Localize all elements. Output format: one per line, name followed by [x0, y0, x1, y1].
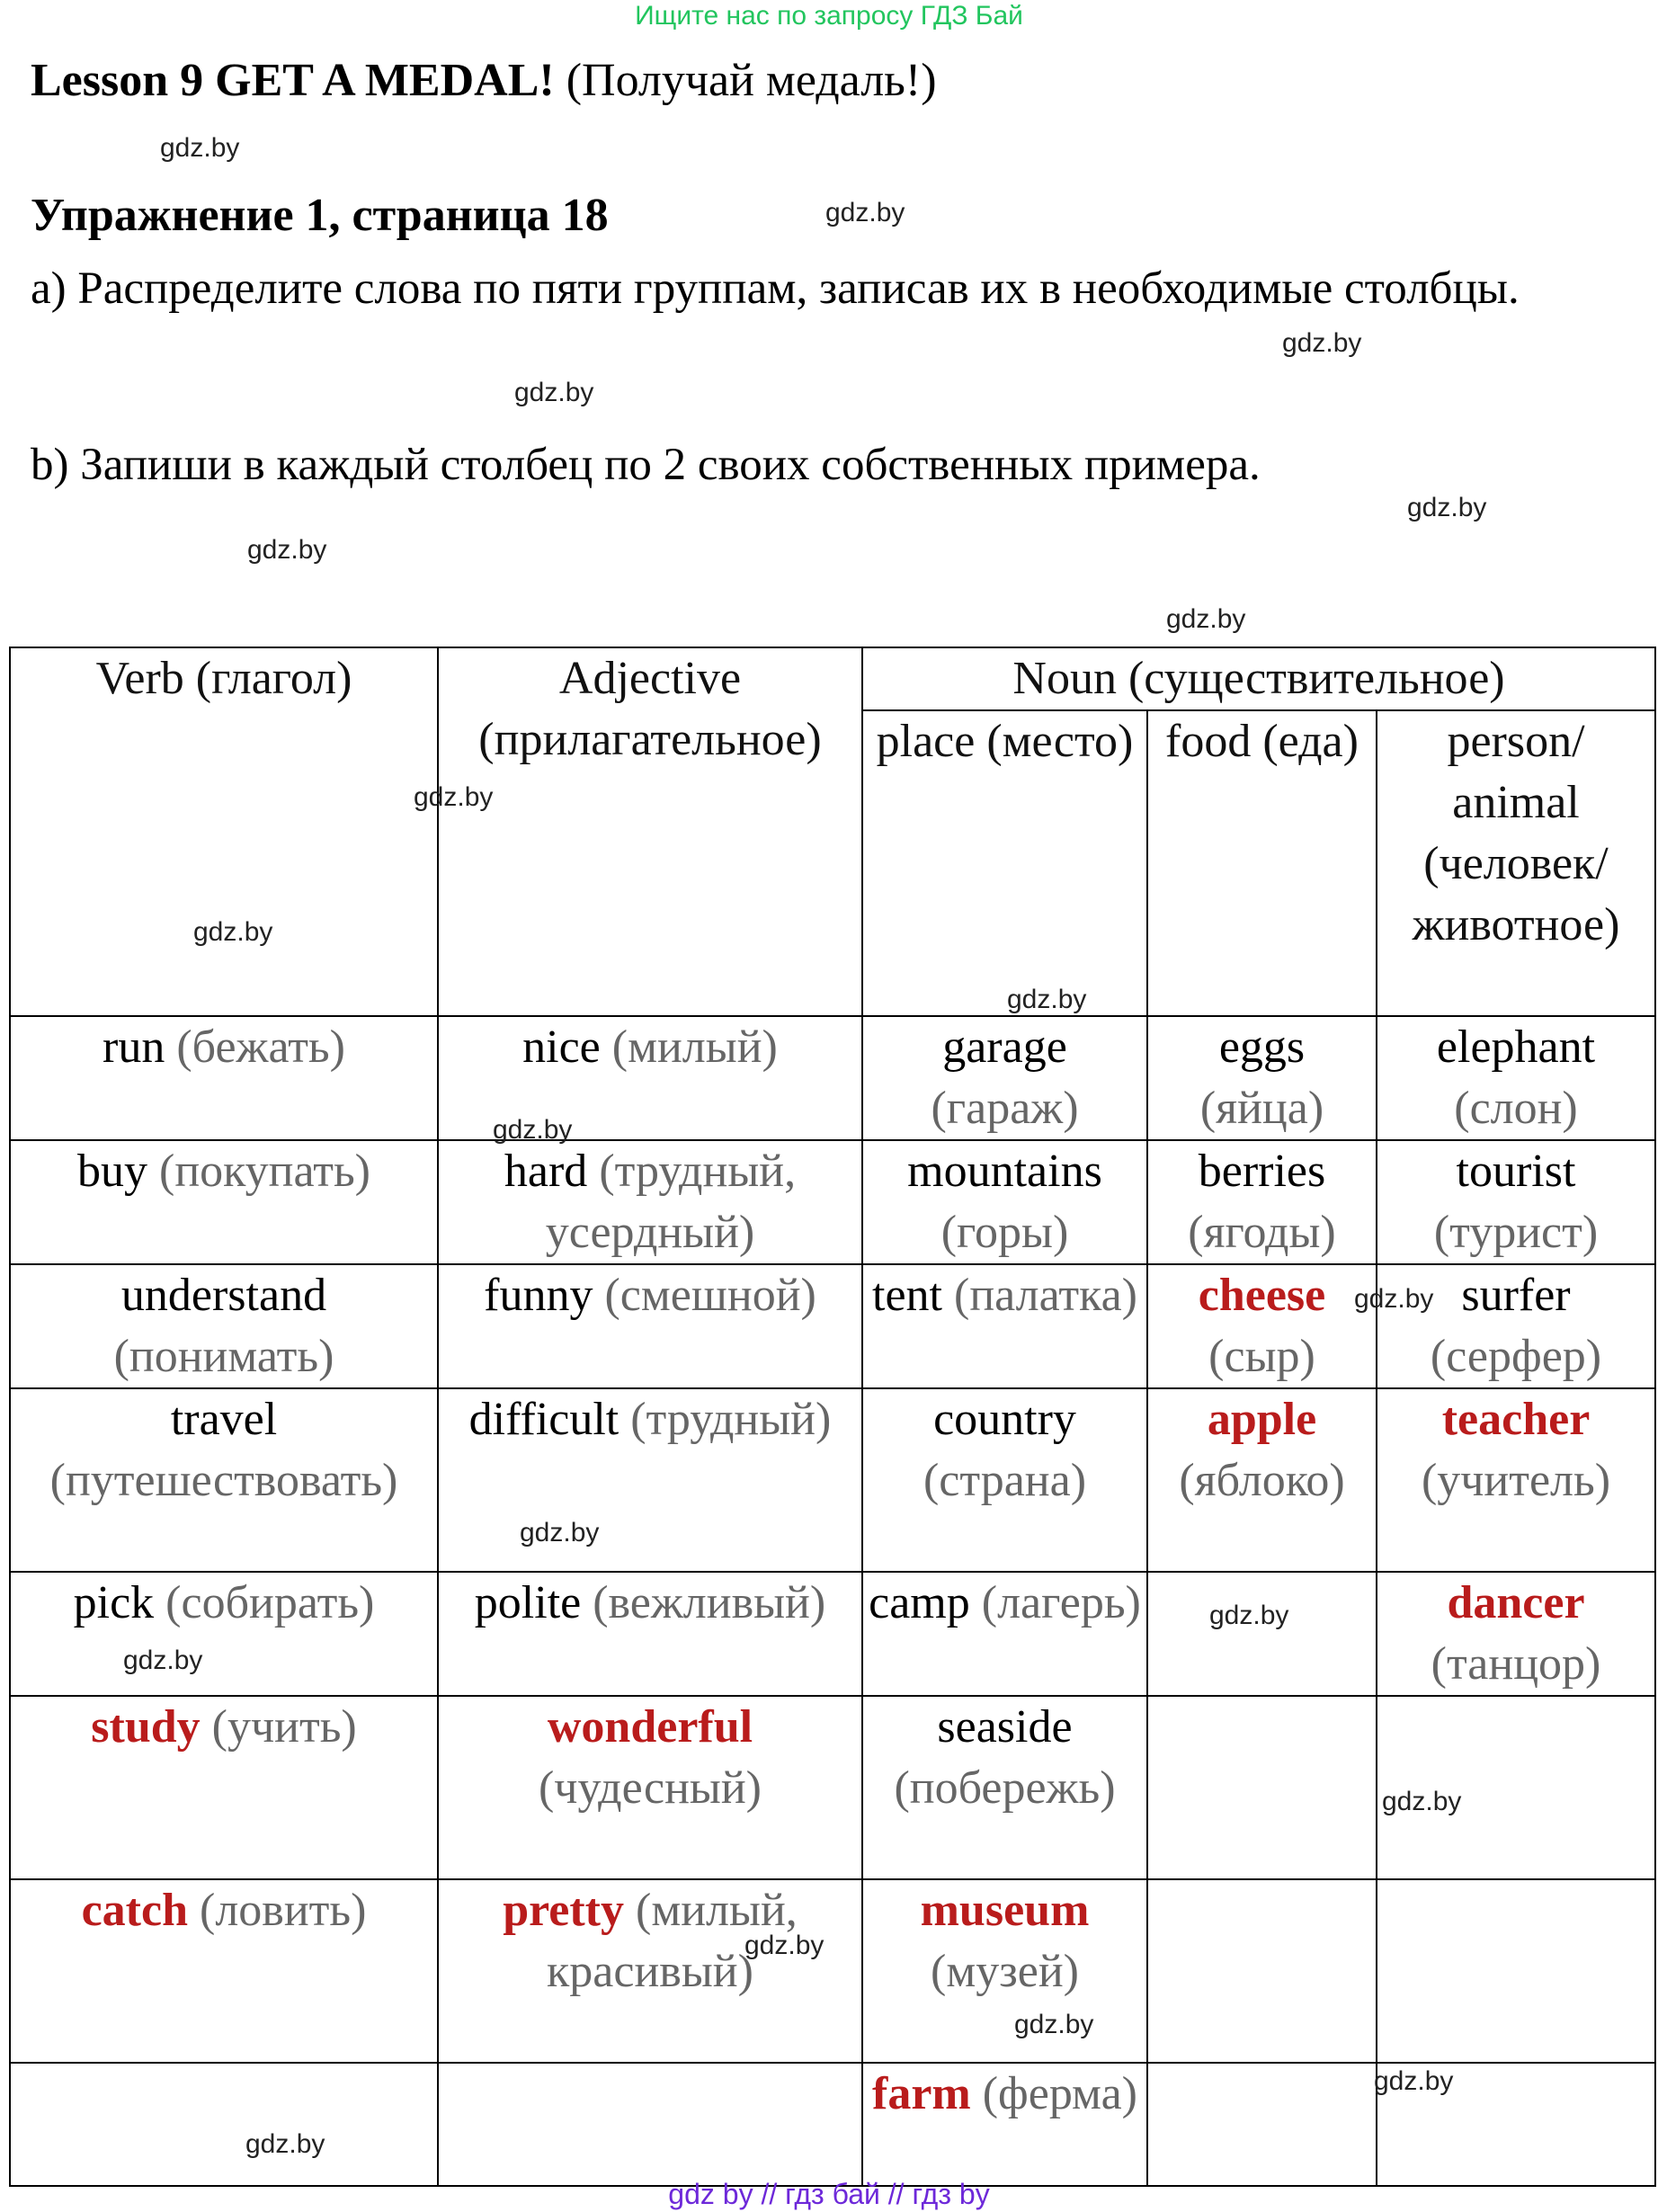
cell-verb	[10, 1572, 438, 1696]
cell-place	[862, 1572, 1147, 1696]
word: polite	[474, 1577, 582, 1628]
word: cheese	[1198, 1270, 1326, 1321]
word: wonderful	[547, 1701, 753, 1753]
cell-person	[1377, 1264, 1655, 1388]
cell-place	[862, 1388, 1147, 1572]
cell-adj	[438, 1140, 862, 1264]
word: camp	[869, 1577, 970, 1628]
word: teacher	[1441, 1394, 1591, 1445]
cell-verb	[10, 1264, 438, 1388]
word: travel	[170, 1394, 278, 1445]
header-food: food (еда)	[1147, 710, 1377, 1016]
cell-person	[1377, 1388, 1655, 1572]
cell-verb	[10, 1016, 438, 1140]
translation: (бежать)	[176, 1021, 345, 1073]
word: berries	[1198, 1146, 1326, 1197]
word: dancer	[1447, 1577, 1585, 1628]
cell-person	[1377, 1572, 1655, 1696]
cell-place	[862, 1016, 1147, 1140]
watermark: gdz.by	[1374, 2066, 1454, 2096]
cell-adj	[438, 1572, 862, 1696]
word: hard	[504, 1146, 588, 1197]
translation: (вежливый)	[593, 1577, 826, 1628]
table-row	[10, 1264, 1655, 1388]
table-row	[10, 1572, 1655, 1696]
word: funny	[484, 1270, 593, 1321]
watermark: gdz.by	[1407, 493, 1487, 522]
table-row	[10, 1388, 1655, 1572]
translation: (палатка)	[954, 1270, 1137, 1321]
header-noun: Noun (существительное)	[862, 647, 1655, 710]
word: pretty	[503, 1885, 624, 1936]
cell-place	[862, 1696, 1147, 1879]
translation: (собирать)	[165, 1577, 375, 1628]
translation: (сыр)	[1208, 1331, 1315, 1382]
lesson-title-en: Lesson 9 GET A MEDAL!	[31, 55, 555, 106]
cell-verb	[10, 1388, 438, 1572]
cell-food	[1147, 1140, 1377, 1264]
word: museum	[920, 1885, 1090, 1936]
watermark: gdz.by	[247, 535, 327, 565]
cell-person	[1377, 1140, 1655, 1264]
cell-verb	[10, 1140, 438, 1264]
cell-adj	[438, 1696, 862, 1879]
word: surfer	[1461, 1270, 1571, 1321]
cell-food	[1147, 2063, 1377, 2186]
cell-food	[1147, 1388, 1377, 1572]
table-row	[10, 1140, 1655, 1264]
translation: (турист)	[1433, 1207, 1599, 1258]
word: eggs	[1218, 1021, 1306, 1073]
cell-place	[862, 1264, 1147, 1388]
word: catch	[81, 1885, 188, 1936]
watermark: gdz.by	[1382, 1787, 1462, 1816]
top-search-hint: Ищите нас по запросу ГДЗ Бай	[635, 1, 1023, 31]
translation: (яйца)	[1199, 1083, 1324, 1134]
translation: (музей)	[931, 1946, 1079, 1997]
watermark: gdz.by	[1166, 604, 1246, 634]
word: mountains	[907, 1146, 1102, 1197]
cell-food	[1147, 1264, 1377, 1388]
cell-verb	[10, 1696, 438, 1879]
watermark: gdz.by	[245, 2129, 325, 2159]
translation: (трудный)	[630, 1394, 832, 1445]
header-adjective: Adjective (прилагательное)	[438, 647, 862, 1016]
cell-food	[1147, 1572, 1377, 1696]
translation: (серфер)	[1430, 1331, 1602, 1382]
translation: (смешной)	[604, 1270, 816, 1321]
translation: (понимать)	[113, 1331, 334, 1382]
cell-verb	[10, 1879, 438, 2063]
watermark: gdz.by	[414, 782, 494, 812]
watermark: gdz.by	[1014, 2010, 1094, 2039]
cell-adj	[438, 1879, 862, 2063]
cell-person	[1377, 1879, 1655, 2063]
lesson-title-ru: (Получай медаль!)	[554, 55, 937, 106]
translation: (учить)	[211, 1701, 357, 1753]
translation: (лагерь)	[981, 1577, 1141, 1628]
translation: (слон)	[1454, 1083, 1578, 1134]
word: understand	[120, 1270, 327, 1321]
translation: (милый)	[611, 1021, 778, 1073]
word: country	[933, 1394, 1076, 1445]
table-row	[10, 1016, 1655, 1140]
word: pick	[73, 1577, 155, 1628]
translation: (ягоды)	[1188, 1207, 1336, 1258]
translation: (учитель)	[1421, 1455, 1611, 1506]
watermark: gdz.by	[825, 198, 905, 227]
translation: (ферма)	[982, 2068, 1137, 2119]
watermark: gdz.by	[193, 917, 273, 947]
cell-adj	[438, 1388, 862, 1572]
watermark: gdz.by	[744, 1931, 825, 1960]
translation: (гараж)	[931, 1083, 1079, 1134]
watermark: gdz.by	[160, 133, 240, 163]
watermark: gdz.by	[1282, 328, 1362, 358]
cell-adj	[438, 1264, 862, 1388]
cell-food	[1147, 1879, 1377, 2063]
header-verb: Verb (глагол)	[10, 647, 438, 1016]
vocabulary-table	[9, 647, 1656, 2187]
exercise-title: Упражнение 1, страница 18	[31, 190, 609, 241]
watermark: gdz.by	[493, 1115, 573, 1145]
bottom-site-links: gdz by // гдз бай // гдз by	[668, 2178, 990, 2210]
cell-verb	[10, 2063, 438, 2186]
header-person-animal: person/ animal (человек/ животное)	[1377, 710, 1655, 1016]
cell-person	[1377, 1016, 1655, 1140]
watermark: gdz.by	[1007, 985, 1087, 1014]
translation: (трудный, усердный)	[545, 1146, 797, 1258]
translation: (покупать)	[159, 1146, 370, 1197]
word: study	[91, 1701, 201, 1753]
translation: (страна)	[923, 1455, 1087, 1506]
cell-food	[1147, 1696, 1377, 1879]
header-place: place (место)	[862, 710, 1147, 1016]
watermark: gdz.by	[1354, 1284, 1434, 1314]
cell-place	[862, 1140, 1147, 1264]
translation: (яблоко)	[1179, 1455, 1345, 1506]
word: garage	[942, 1021, 1067, 1073]
word: difficult	[468, 1394, 620, 1445]
cell-food	[1147, 1016, 1377, 1140]
word: nice	[522, 1021, 601, 1073]
watermark: gdz.by	[520, 1518, 600, 1548]
cell-place	[862, 1879, 1147, 2063]
cell-place	[862, 2063, 1147, 2186]
word: tent	[872, 1270, 942, 1321]
translation: (милый, красивый)	[547, 1885, 798, 1997]
translation: (горы)	[940, 1207, 1069, 1258]
word: run	[103, 1021, 165, 1073]
translation: (танцор)	[1431, 1638, 1601, 1690]
translation: (ловить)	[200, 1885, 367, 1936]
word: farm	[872, 2068, 971, 2119]
word: tourist	[1456, 1146, 1576, 1197]
word: seaside	[937, 1701, 1073, 1753]
task-a: a) Распределите слова по пяти группам, записав их в необходимые столбцы.	[31, 263, 1520, 314]
watermark: gdz.by	[1209, 1601, 1289, 1630]
translation: (путешествовать)	[49, 1455, 398, 1506]
table-row	[10, 1879, 1655, 2063]
task-b: b) Запиши в каждый столбец по 2 своих собственных примера.	[31, 440, 1261, 490]
cell-adj	[438, 2063, 862, 2186]
translation: (побережь)	[894, 1762, 1116, 1814]
watermark: gdz.by	[123, 1646, 203, 1675]
translation: (чудесный)	[538, 1762, 762, 1814]
watermark: gdz.by	[514, 378, 594, 407]
word: apple	[1207, 1394, 1317, 1445]
word: buy	[77, 1146, 147, 1197]
word: elephant	[1436, 1021, 1596, 1073]
lesson-title	[31, 49, 937, 112]
